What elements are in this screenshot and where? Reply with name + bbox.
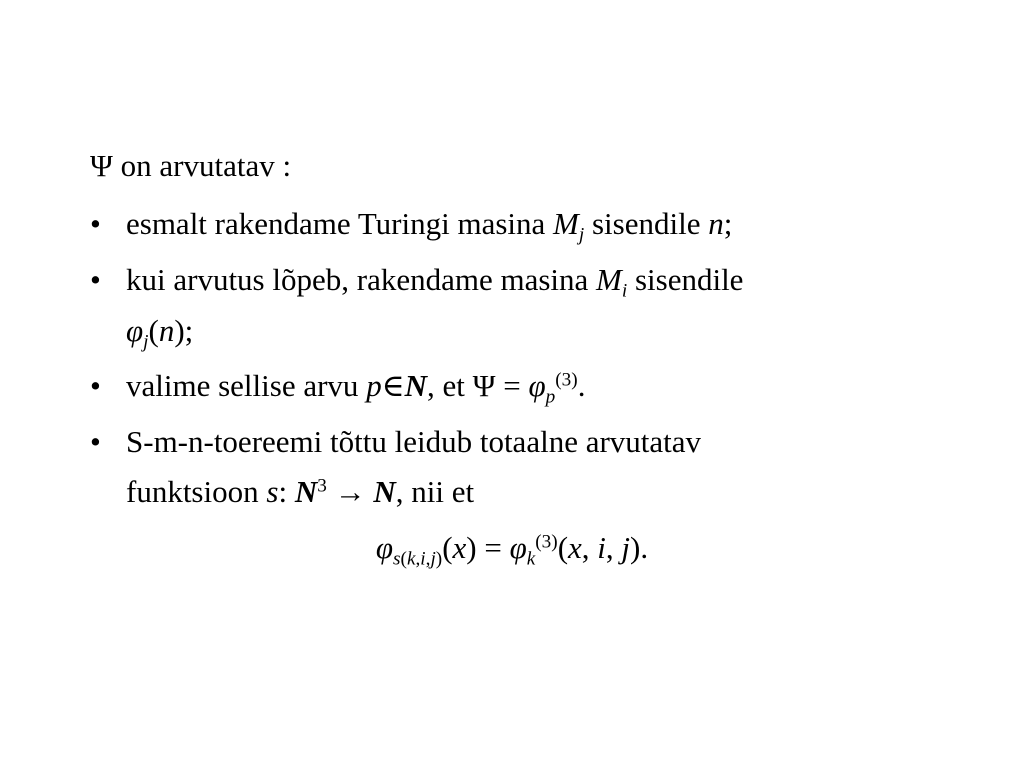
- formula-sub-k: k: [406, 548, 416, 570]
- bullet-3-N: N: [404, 368, 428, 403]
- bullet-3-end: .: [577, 368, 586, 403]
- bullet-1-text: [126, 206, 733, 246]
- formula-x: x: [452, 530, 467, 565]
- bullet-2-n: n: [158, 313, 175, 348]
- bullet-1-M: M: [553, 206, 579, 241]
- formula-sub-k2: k: [526, 548, 536, 570]
- formula-sub-comma1: ,: [415, 548, 421, 570]
- formula-sub-j: j: [430, 548, 436, 570]
- formula-open-x: (: [442, 530, 453, 565]
- intro-line: [90, 148, 291, 184]
- bullet-4-arrow: →: [326, 474, 374, 509]
- bullet-2-sub-j: j: [143, 331, 149, 353]
- formula-c2: ,: [605, 530, 622, 565]
- bullet-2-phi: φ: [126, 313, 144, 348]
- formula-close-eq: ) =: [466, 530, 510, 565]
- formula-sup: (3): [535, 531, 558, 553]
- bullet-3-mid: , et Ψ =: [427, 368, 529, 403]
- formula-open: (: [557, 530, 569, 565]
- bullet-3-sub-p: p: [545, 386, 556, 408]
- bullet-2-sub-i: i: [621, 280, 628, 302]
- bullet-1-sub-j: j: [578, 224, 585, 246]
- bullet-4-text-line1: S-m-n-toereemi tõttu leidub totaalne arvutatav: [126, 424, 702, 459]
- bullet-4-colon: :: [278, 474, 295, 509]
- psi-symbol: Ψ: [90, 148, 113, 183]
- bullet-1-mid: sisendile: [584, 206, 709, 241]
- formula-phi2: φ: [509, 530, 527, 565]
- bullet-4-marker: •: [90, 424, 101, 459]
- bullet-1-n: n: [708, 206, 724, 241]
- formula-x2: x: [568, 530, 582, 565]
- formula-sub-i: i: [420, 548, 426, 570]
- intro-text: on arvutatav :: [112, 148, 292, 183]
- bullet-2-mid: sisendile: [627, 262, 744, 297]
- formula-sub-comma2: ,: [425, 548, 431, 570]
- bullet-4-N: N: [294, 474, 318, 509]
- formula-j: j: [621, 530, 631, 565]
- bullet-4-N2: N: [373, 474, 396, 509]
- bullet-3-text: [126, 368, 586, 408]
- bullet-3-p: p: [366, 368, 382, 403]
- bullet-2-pre: kui arvutus lõpeb, rakendame masina: [126, 262, 597, 297]
- bullet-4-s: s: [266, 474, 279, 509]
- formula-line: [0, 530, 1024, 570]
- bullet-3-in: ∈: [381, 368, 405, 403]
- bullet-4-sup3: 3: [317, 475, 327, 497]
- bullet-2-open: (: [148, 313, 159, 348]
- bullet-3-sup: (3): [555, 369, 578, 391]
- formula-sub-open: (: [400, 548, 407, 570]
- bullet-3-pre: valime sellise arvu: [126, 368, 367, 403]
- formula-phi: φ: [375, 530, 394, 565]
- bullet-3-phi: φ: [528, 368, 546, 403]
- bullet-2-marker: •: [90, 262, 101, 297]
- formula-sub-close: ): [435, 548, 443, 570]
- formula-end: ).: [630, 530, 649, 565]
- bullet-1-marker: •: [90, 206, 101, 241]
- formula-i: i: [597, 530, 606, 565]
- bullet-1-pre: esmalt rakendame Turingi masina: [126, 206, 554, 241]
- formula-c1: ,: [581, 530, 598, 565]
- bullet-3-marker: •: [90, 368, 101, 403]
- formula-sub-s: s: [393, 548, 401, 570]
- bullet-4-pre: funktsioon: [126, 474, 267, 509]
- bullet-4-text-line2: [126, 474, 474, 510]
- bullet-4-end: , nii et: [395, 474, 475, 509]
- bullet-2-M: M: [596, 262, 622, 297]
- bullet-2-text-line1: [126, 262, 744, 302]
- bullet-1-end: ;: [723, 206, 733, 241]
- bullet-2-close: );: [174, 313, 194, 348]
- bullet-2-text-line2: [126, 313, 194, 353]
